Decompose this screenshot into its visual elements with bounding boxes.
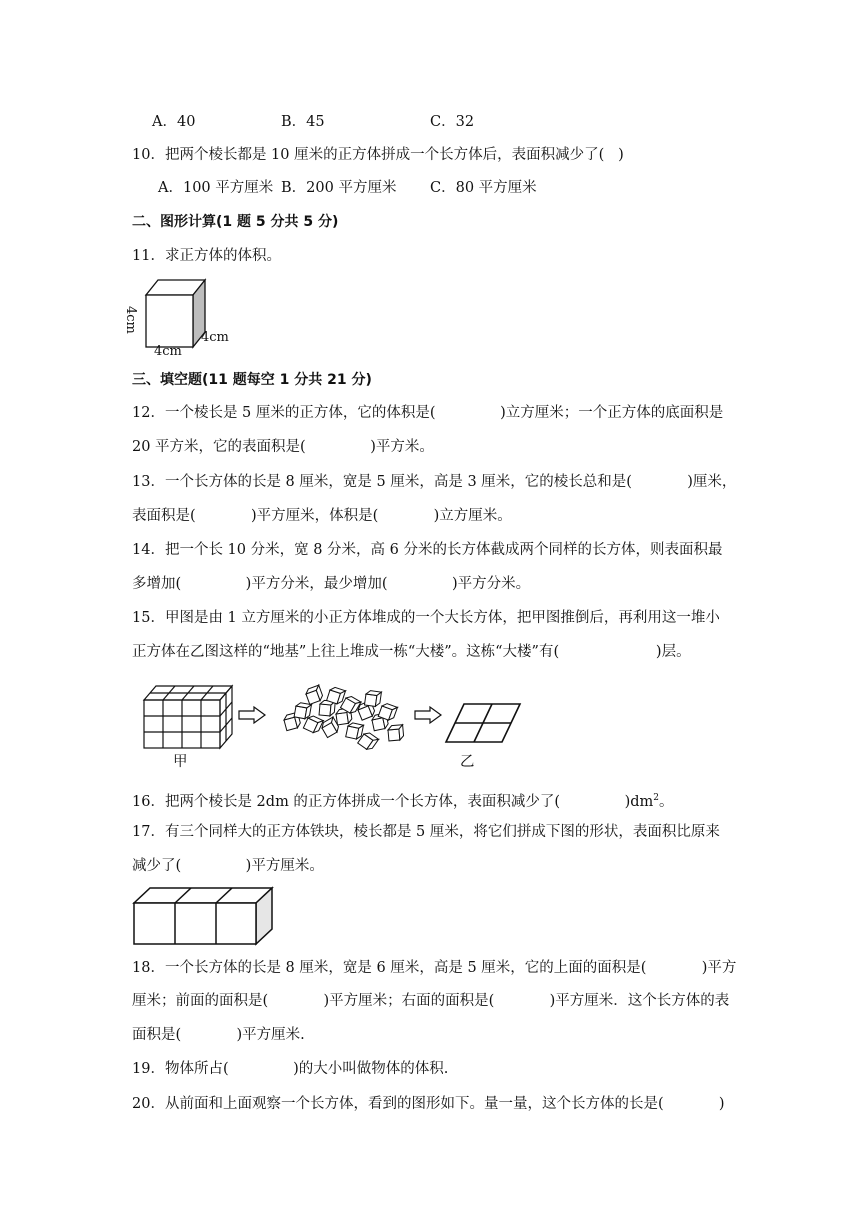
q9-option-b: B．45 xyxy=(281,114,325,130)
q16-end: 。 xyxy=(659,793,674,810)
q18-line-1: 18．一个长方体的长是 8 厘米，宽是 6 厘米，高是 5 厘米，它的上面的面积是( )平方 xyxy=(132,960,737,976)
q13-line-2: 表面积是( )平方厘米，体积是( )立方厘米。 xyxy=(132,508,512,524)
figure-cube-pile xyxy=(278,684,406,748)
q15-line-1: 15．甲图是由 1 立方厘米的小正方体堆成的一个大长方体，把甲图推倒后，再利用这一堆小 xyxy=(132,610,720,626)
q17-line-2: 减少了( )平方厘米。 xyxy=(132,858,324,874)
figure-three-cubes xyxy=(132,886,276,948)
q20-text: 20．从前面和上面观察一个长方体，看到的图形如下。量一量，这个长方体的长是( ) xyxy=(132,1096,725,1112)
arrow-right-icon xyxy=(414,706,442,724)
section-2-heading: 二、图形计算(1 题 5 分共 5 分) xyxy=(132,214,339,230)
q14-line-2: 多增加( )平方分米，最少增加( )平方分米。 xyxy=(132,576,531,592)
q19-text: 19．物体所占( )的大小叫做物体的体积. xyxy=(132,1061,449,1077)
q10-option-a: A．100 平方厘米 xyxy=(158,180,274,196)
q9-option-c: C．32 xyxy=(430,114,475,130)
q10-option-c: C．80 平方厘米 xyxy=(430,180,537,196)
q16-exponent: 2 xyxy=(653,793,660,803)
figure-yi-label: 乙 xyxy=(460,754,475,770)
q11-stem: 11．求正方体的体积。 xyxy=(132,248,281,264)
q16-text xyxy=(132,788,674,812)
q14-line-1: 14．把一个长 10 分米，宽 8 分米，高 6 分米的长方体截成两个同样的长方体，则表面积最 xyxy=(132,542,723,558)
q16-stem: 16．把两个棱长是 2dm 的正方体拼成一个长方体，表面积减少了( )dm xyxy=(132,793,654,810)
cube-label-bottom: 4cm xyxy=(154,344,182,359)
cube-label-right: 4cm xyxy=(201,330,229,345)
q12-line-2: 20 平方米，它的表面积是( )平方米。 xyxy=(132,439,434,455)
q17-line-1: 17．有三个同样大的正方体铁块，棱长都是 5 厘米，将它们拼成下图的形状，表面积比原来 xyxy=(132,824,720,840)
figure-jia-cube-stack xyxy=(140,680,240,752)
q12-line-1: 12．一个棱长是 5 厘米的正方体，它的体积是( )立方厘米；一个正方体的底面积是 xyxy=(132,405,724,421)
q18-line-2: 厘米；前面的面积是( )平方厘米；右面的面积是( )平方厘米．这个长方体的表 xyxy=(132,993,730,1009)
figure-yi-foundation xyxy=(444,702,524,744)
q13-line-1: 13．一个长方体的长是 8 厘米，宽是 5 厘米，高是 3 厘米，它的棱长总和是( )厘米， xyxy=(132,474,737,490)
arrow-right-icon xyxy=(238,706,266,724)
q9-option-a: A．40 xyxy=(152,114,196,130)
q18-line-3: 面积是( )平方厘米. xyxy=(132,1027,305,1043)
figure-jia-label: 甲 xyxy=(173,754,188,770)
q15-line-2: 正方体在乙图这样的“地基”上往上堆成一栋“大楼”。这栋“大楼”有( )层。 xyxy=(132,644,691,660)
cube-label-left: 4cm xyxy=(123,306,138,334)
q10-stem: 10．把两个棱长都是 10 厘米的正方体拼成一个长方体后，表面积减少了( ) xyxy=(132,147,624,163)
q10-option-b: B．200 平方厘米 xyxy=(281,180,397,196)
section-3-heading: 三、填空题(11 题每空 1 分共 21 分) xyxy=(132,372,372,388)
